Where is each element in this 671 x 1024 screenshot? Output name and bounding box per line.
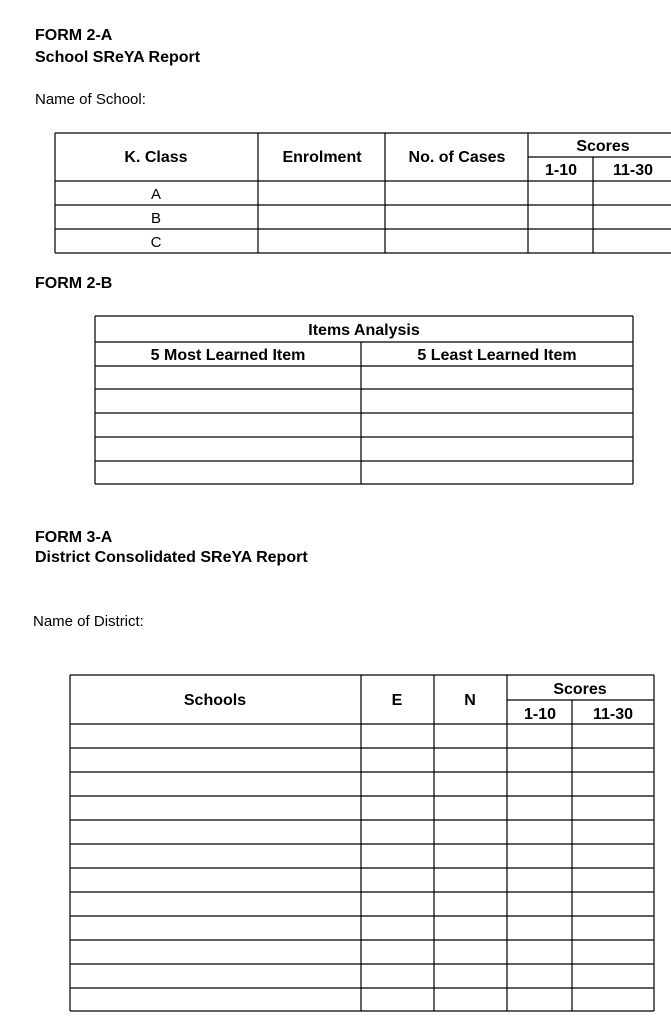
most-learned-header: 5 Most Learned Item [150, 347, 306, 364]
col-scores-header-district: Scores [553, 681, 607, 698]
col-scores-header: Scores [576, 138, 630, 155]
row-label-c: C [150, 234, 162, 251]
col-e-header: E [391, 692, 403, 709]
col-cases-header: No. of Cases [408, 149, 506, 166]
score-range-1-10: 1-10 [544, 162, 578, 179]
col-k-class-header: K. Class [124, 149, 188, 166]
col-enrolment-header: Enrolment [282, 149, 362, 166]
form-2b-title: FORM 2-B [35, 275, 113, 292]
form-3a-subtitle: District Consolidated SReYA Report [35, 549, 308, 566]
district-score-range-11-30: 11-30 [592, 706, 634, 723]
form-2a-subtitle: School SReYA Report [35, 49, 201, 66]
col-n-header: N [464, 692, 476, 709]
form-2b-table [95, 316, 633, 484]
row-label-b: B [150, 210, 162, 227]
row-label-a: A [150, 186, 162, 203]
district-name-label: Name of District: [33, 613, 144, 630]
form-2a-table [55, 133, 671, 253]
col-schools-header: Schools [183, 692, 247, 709]
items-analysis-header: Items Analysis [308, 322, 420, 339]
form-3a-table [70, 675, 654, 1011]
form-2a-title: FORM 2-A [35, 27, 113, 44]
school-name-label: Name of School: [35, 91, 146, 108]
district-score-range-1-10: 1-10 [523, 706, 557, 723]
least-learned-header: 5 Least Learned Item [417, 347, 577, 364]
form-3a-title: FORM 3-A [35, 529, 113, 546]
score-range-11-30: 11-30 [612, 162, 654, 179]
